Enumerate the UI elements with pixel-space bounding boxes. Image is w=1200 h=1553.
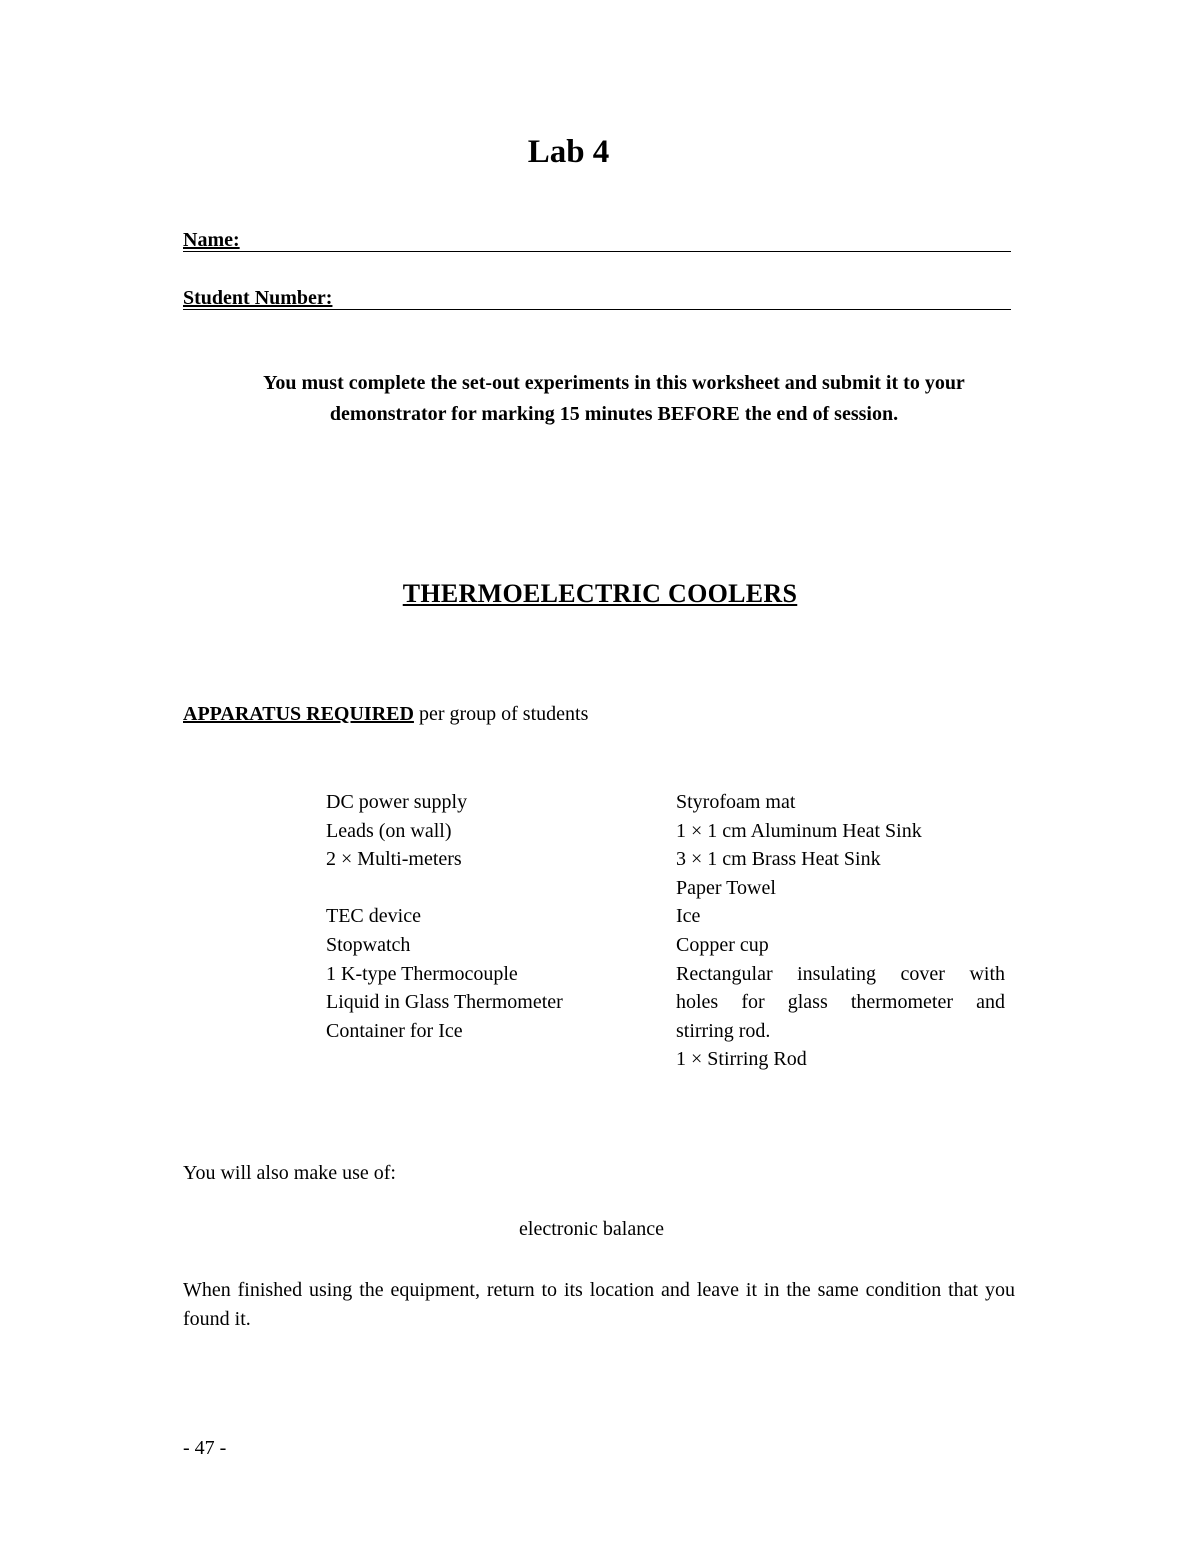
section-title: THERMOELECTRIC COOLERS	[402, 579, 798, 608]
notice-line-1: You must complete the set-out experiments in this worksheet and submit it to your	[263, 372, 965, 394]
list-item-justified	[676, 960, 1005, 989]
word: with	[969, 962, 1005, 985]
list-item: Ice	[676, 905, 701, 928]
apparatus-heading-line	[183, 703, 588, 726]
word: insulating	[797, 962, 877, 985]
submission-notice	[210, 368, 1018, 430]
page-number: - 47 -	[183, 1437, 227, 1459]
student-number-label: Student Number:	[183, 287, 333, 309]
list-item: stirring rod.	[676, 1019, 771, 1042]
list-item: DC power supply	[326, 791, 468, 813]
word: and	[976, 991, 1005, 1014]
list-item: 1 × Stirring Rod	[676, 1048, 807, 1071]
apparatus-suffix: per group of students	[413, 703, 589, 725]
apparatus-list-left	[326, 788, 626, 1045]
list-item: 1 K-type Thermocouple	[326, 962, 518, 985]
notice-line-2: demonstrator for marking 15 minutes BEFORE the end of session.	[329, 403, 899, 425]
list-spacer	[326, 874, 626, 903]
word: for	[741, 991, 765, 1014]
list-item: 1 × 1 cm Aluminum Heat Sink	[676, 819, 922, 842]
list-item: Liquid in Glass Thermometer	[326, 991, 563, 1014]
word: glass	[787, 991, 828, 1014]
list-item: Paper Towel	[676, 876, 776, 899]
list-item: TEC device	[326, 905, 421, 928]
name-label: Name:	[183, 229, 240, 251]
lab-title: Lab 4	[527, 134, 610, 170]
list-item: Stopwatch	[326, 933, 411, 956]
student-number-field[interactable]	[183, 287, 1011, 310]
apparatus-list-right	[676, 788, 1005, 1074]
finish-instructions: When finished using the equipment, return to its location and leave it in the same condition that you found it.	[183, 1279, 1015, 1330]
word: Rectangular	[676, 962, 773, 985]
word: holes	[676, 991, 719, 1014]
word: cover	[900, 962, 945, 985]
list-item: 3 × 1 cm Brass Heat Sink	[676, 848, 881, 871]
balance-item: electronic balance	[519, 1218, 664, 1240]
list-item: Leads (on wall)	[326, 819, 452, 842]
also-use-text: You will also make use of:	[183, 1162, 396, 1184]
list-item: Copper cup	[676, 933, 769, 956]
list-item-justified	[676, 988, 1005, 1017]
apparatus-heading: APPARATUS REQUIRED	[183, 703, 414, 725]
list-item: Container for Ice	[326, 1019, 463, 1042]
word: thermometer	[850, 991, 954, 1014]
list-item: Styrofoam mat	[676, 791, 796, 813]
list-item: 2 × Multi-meters	[326, 848, 462, 871]
name-field[interactable]	[183, 229, 1011, 252]
